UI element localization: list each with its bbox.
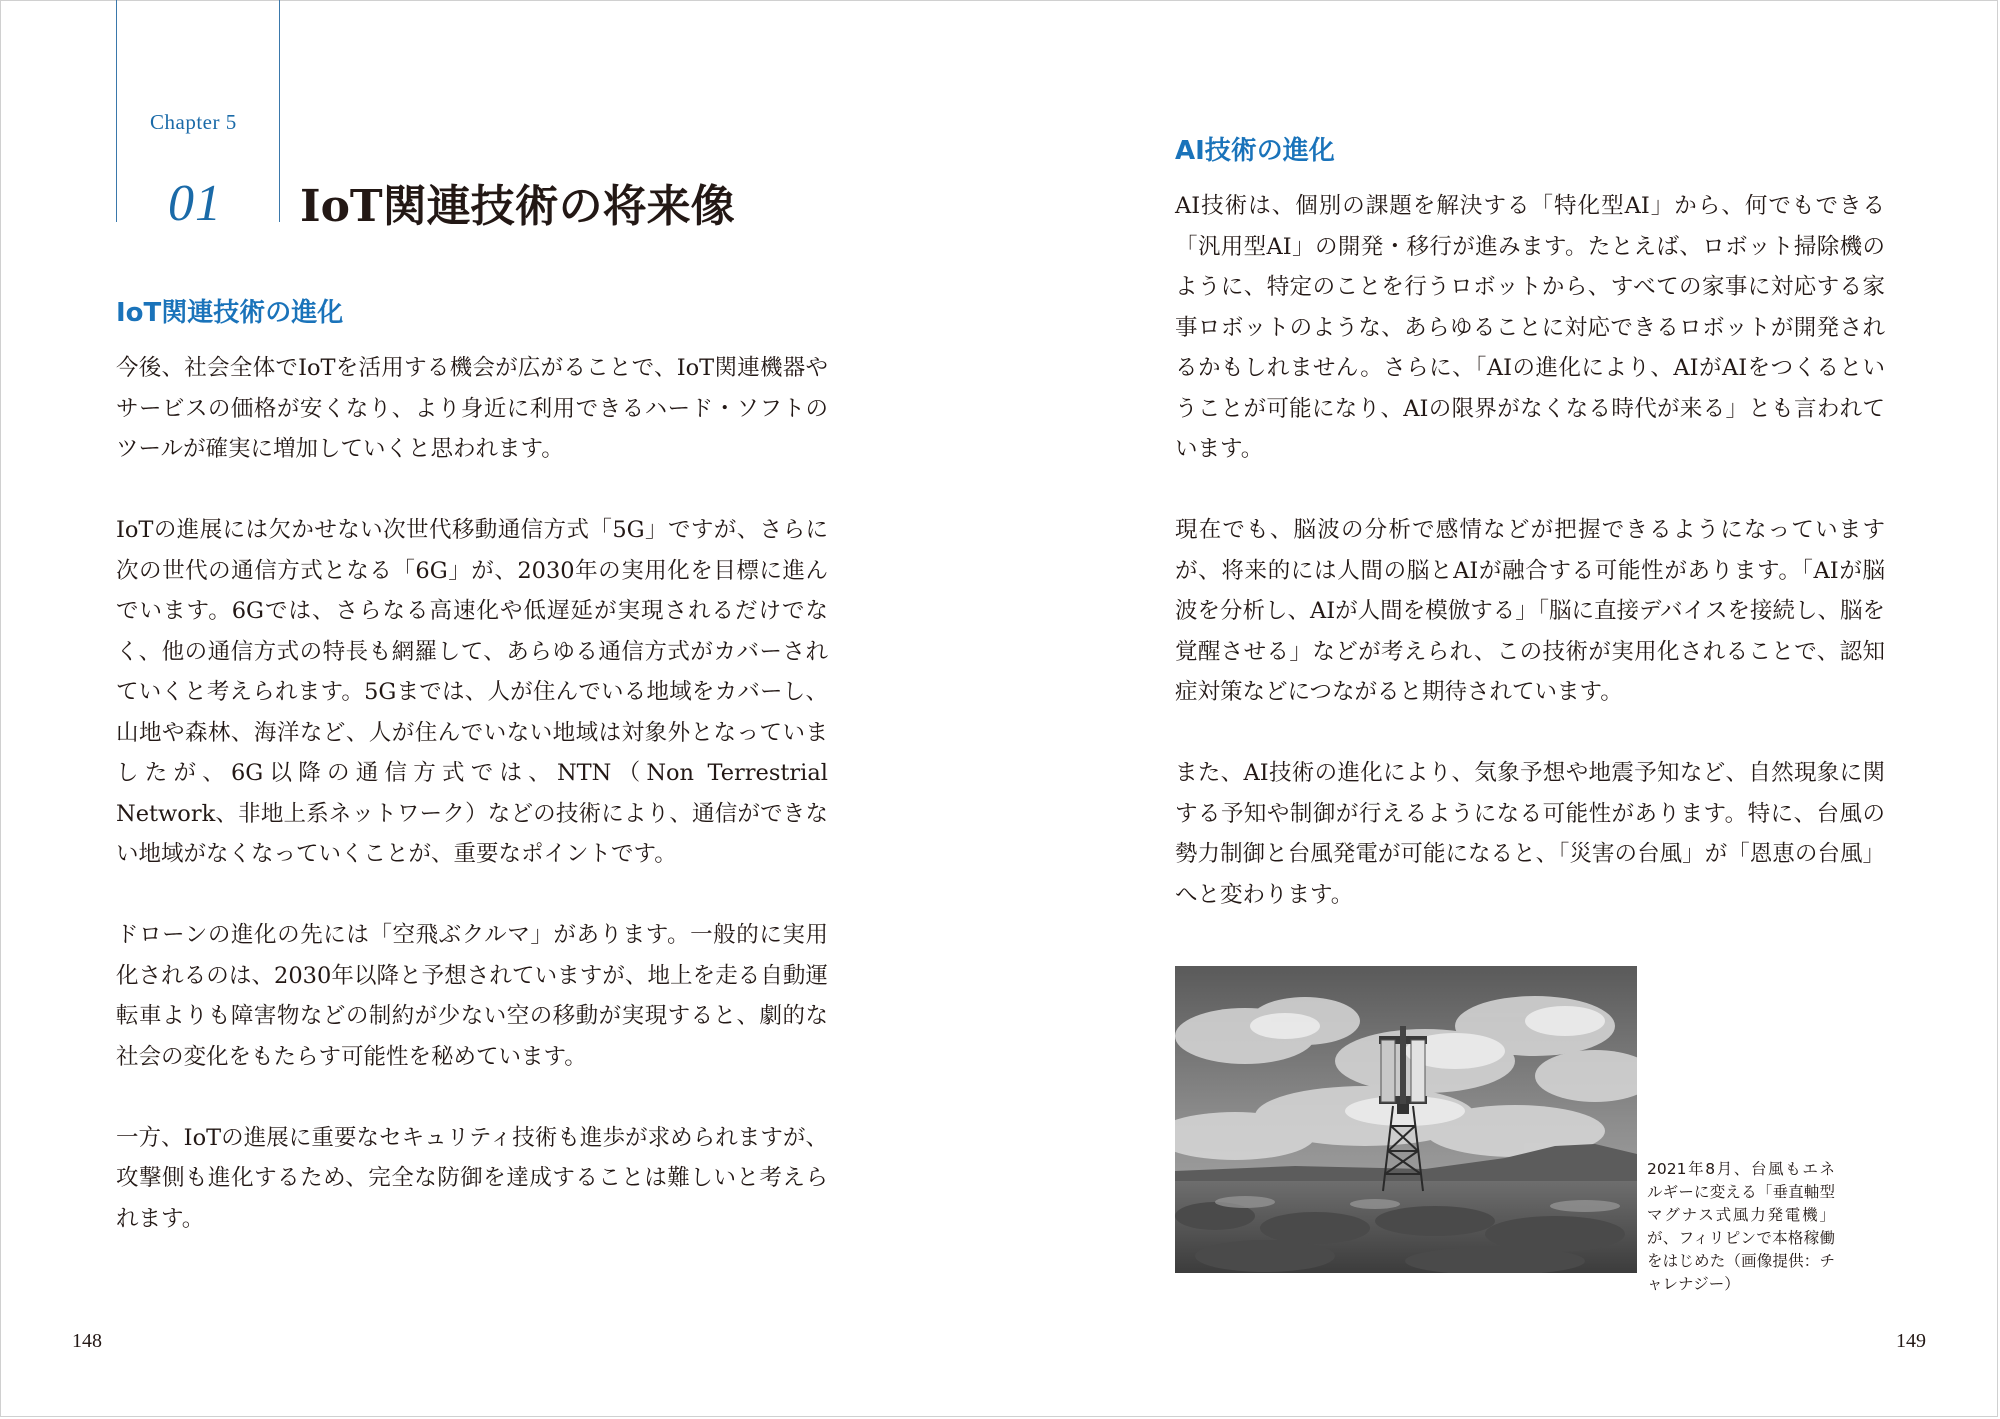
page-title: IoT関連技術の将来像 <box>300 181 735 232</box>
left-section-heading: IoT関連技術の進化 <box>116 298 344 328</box>
right-paragraph-2: 現在でも、脳波の分析で感情などが把握できるようになっていますが、将来的には人間の脳とAIが融合する可能性があります。「AIが脳波を分析し、AIが人間を模倣する」「脳に直接デバイスを接続し、脳を覚醒させる」などが考えられ、この技術が実用化されることで、認知症対策などにつながると期待されています。 <box>1175 517 1885 705</box>
right-body <box>1175 186 1885 956</box>
chapter-rule-right <box>279 0 280 222</box>
right-paragraph-1: AI技術は、個別の課題を解決する「特化型AI」から、何でもできる「汎用型AI」の開発・移行が進みます。たとえば、ロボット掃除機のように、特定のことを行うロボットから、すべての家事に対応する家事ロボットのような、あらゆることに対応できるロボットが開発されるかもしれません。さらに、「AIの進化により、AIがAIをつくるということが可能になり、AIの限界がなくなる時代が来る」とも言われています。 <box>1175 193 1885 462</box>
page-number-right: 149 <box>1896 1330 1926 1352</box>
wind-turbine-photo <box>1175 966 1637 1273</box>
left-body <box>116 348 828 1280</box>
chapter-rule-left <box>116 0 117 222</box>
chapter-label: Chapter 5 <box>150 110 237 134</box>
right-paragraph-3: また、AI技術の進化により、気象予想や地震予知など、自然現象に関する予知や制御が行えるようになる可能性があります。特に、台風の勢力制御と台風発電が可能になると、「災害の台風」が「恩恵の台風」へと変わります。 <box>1175 760 1885 908</box>
figure-caption: 2021年8月、台風もエネルギーに変える「垂直軸型マグナス式風力発電機」が、フィリピンで本格稼働をはじめた（画像提供：チャレナジー） <box>1647 1160 1835 1293</box>
page-number-left: 148 <box>72 1330 102 1352</box>
left-paragraph-4: 一方、IoTの進展に重要なセキュリティ技術も進歩が求められますが、攻撃側も進化するため、完全な防御を達成することは難しいと考えられます。 <box>116 1124 828 1232</box>
right-section-heading: AI技術の進化 <box>1175 136 1335 166</box>
left-paragraph-3: ドローンの進化の先には「空飛ぶクルマ」があります。一般的に実用化されるのは、2030年以降と予想されていますが、地上を走る自動運転車よりも障害物などの制約が少ない空の移動が実現すると、劇的な社会の変化をもたらす可能性を秘めています。 <box>116 922 828 1070</box>
left-paragraph-2: IoTの進展には欠かせない次世代移動通信方式「5G」ですが、さらに次の世代の通信方式となる「6G」が、2030年の実用化を目標に進んでいます。6Gでは、さらなる高速化や低遅延が実現されるだけでなく、他の通信方式の特長も網羅して、あらゆる通信方式がカバーされていくと考えられます。5Gまでは、人が住んでいる地域をカバーし、山地や森林、海洋など、人が住んでいない地域は対象外となっていましたが、6G以降の通信方式では、NTN（Non Terrestrial Network、非地上系ネットワーク）などの技術により、通信ができない地域がなくなっていくことが、重要なポイントです。 <box>116 517 828 867</box>
left-paragraph-1: 今後、社会全体でIoTを活用する機会が広がることで、IoT関連機器やサービスの価格が安くなり、より身近に利用できるハード・ソフトのツールが確実に増加していくと思われます。 <box>116 355 828 462</box>
chapter-number: 01 <box>168 175 222 232</box>
